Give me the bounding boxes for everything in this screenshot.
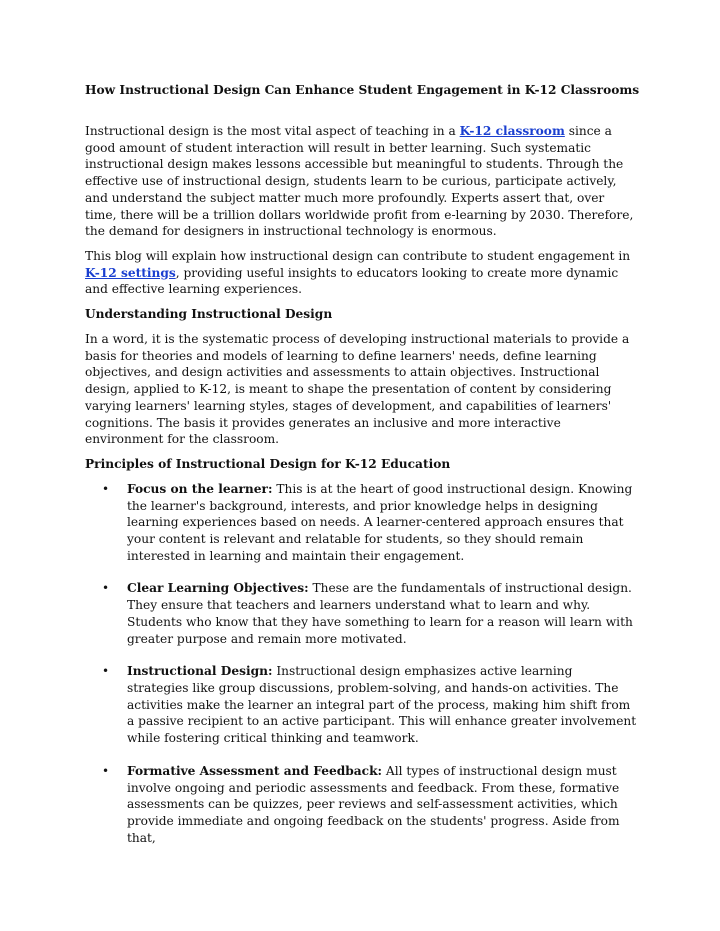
list-item [85,481,637,565]
section-heading-understanding: Understanding Instructional Design [85,307,333,322]
list-item-text: Instructional design emphasizes active learning strategies like group discussions, problem-solving, and hands-on activities. The activities make the learner an integral part of the process, making him shift from a passive recipient to an active participant. This will enhance greater involvement while fostering critical thinking and teamwork. [127,664,637,746]
document-page [85,82,640,862]
intro-p1-text-after: since a good amount of student interaction will result in better learning. Such systematic instructional design makes lessons accessible but meaningful to students. Through the effective use of instructional design, students learn to be curious, participate actively, and understand the subject matter much more profoundly. Experts assert that, over time, there will be a trillion dollars worldwide profit from e-learning by 2030. Therefore, the demand for designers in instructional technology is enormous. [85,124,634,239]
bullet-icon: • [102,763,110,778]
list-item-text: This is at the heart of good instructional design. Knowing the learner's background, interests, and prior knowledge helps in designing learning experiences based on needs. A learner-centered approach ensures that your content is relevant and relatable for students, so they should remain interested in learning and maintain their engagement. [127,481,633,563]
intro-paragraph-1 [85,123,637,240]
list-item [85,663,637,747]
list-item [85,580,637,647]
list-item-text: These are the fundamentals of instructional design. They ensure that teachers and learners understand what to learn and why. Students who know that they have something to learn for a reason will learn with greater purpose and remain more motivated. [127,581,633,646]
intro-p1-text-before: Instructional design is the most vital aspect of teaching in a [85,124,460,138]
intro-p2-text-before: This blog will explain how instructional design can contribute to student engagement in [85,248,631,263]
bullet-icon: • [102,581,110,596]
document-title: How Instructional Design Can Enhance Student Engagement in K-12 Classrooms [85,83,640,97]
list-item-term: Instructional Design: [127,664,273,679]
list-item-term: Clear Learning Objectives: [127,581,309,596]
bullet-icon: • [102,664,110,679]
intro-p2-text-after: , providing useful insights to educators looking to create more dynamic and effective learning experiences. [85,265,619,297]
principles-list [85,481,637,846]
list-item-text: All types of instructional design must involve ongoing and periodic assessments and feedback. From these, formative assessments can be quizzes, peer reviews and self-assessment activities, which provide immediate and ongoing feedback on the students' progress. Aside from that, [127,763,620,845]
bullet-icon: • [102,481,110,496]
list-item-term: Focus on the learner: [127,481,273,496]
k12-settings-link[interactable]: K-12 settings [85,265,176,280]
section-body-understanding: In a word, it is the systematic process of developing instructional materials to provide a basis for theories and models of learning to define learners' needs, define learning objectives, and design activities and assessments to attain objectives. Instructional design, applied to K-12, is meant to shape the presentation of content by considering varying learners' learning styles, stages of development, and capabilities of learners' cognitions. The basis it provides generates an inclusive and more interactive environment for the classroom. [85,332,630,447]
k12-classroom-link[interactable]: K-12 classroom [459,124,565,138]
list-item-term: Formative Assessment and Feedback: [127,763,383,778]
section-heading-principles: Principles of Instructional Design for K-12 Education [85,456,451,471]
list-item [85,763,637,847]
intro-paragraph-2 [85,248,637,298]
